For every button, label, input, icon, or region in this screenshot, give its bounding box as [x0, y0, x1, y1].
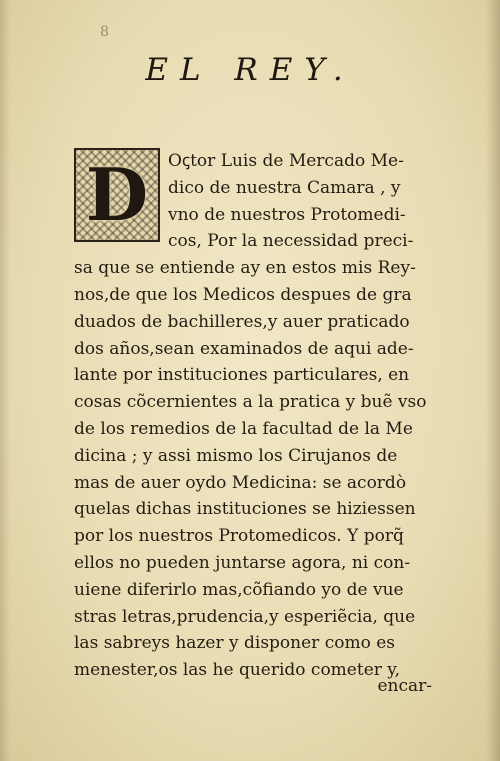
text-line: dico de nuestra Camara , y: [168, 177, 401, 198]
text-line: stras letras,prudencia,y esperiẽcia, que: [74, 606, 416, 627]
drop-cap-letter: D: [85, 152, 149, 237]
text-line: mas de auer oydo Medicina: se acordò: [74, 472, 407, 493]
catchword: encar-: [377, 676, 432, 696]
text-line: nos,de que los Medicos despues de gra: [74, 284, 412, 305]
text-line: lante por instituciones particulares, en: [74, 365, 410, 386]
text-line: por los nuestros Protomedicos. Y porq̃: [74, 526, 404, 547]
page-gutter-shadow: [0, 0, 10, 761]
text-line: Oꞔtor Luis de Mercado Me-: [168, 151, 404, 171]
page-number: 8: [100, 24, 109, 40]
body-text: [74, 148, 436, 684]
text-line: duados de bachilleres,y auer praticado: [74, 311, 410, 332]
text-line: sa que se entiende ay en estos mis Rey-: [74, 258, 416, 279]
text-line: las sabreys hazer y disponer como es: [74, 633, 395, 654]
page-edge-shadow: [486, 0, 500, 761]
text-line: dos años,sean examinados de aqui ade-: [74, 338, 414, 359]
text-line: de los remedios de la facultad de la Me: [74, 418, 413, 439]
text-line: cos, Por la necessidad preci-: [168, 231, 414, 252]
text-line: cosas cõcernientes a la pratica y buẽ vso: [74, 392, 427, 413]
text-line: menester,os las he querido cometer y,: [74, 660, 401, 681]
text-line: vno de nuestros Protomedi-: [168, 204, 406, 225]
text-line: uiene diferirlo mas,cõfiando yo de vue: [74, 579, 404, 600]
text-line: dicina ; y assi mismo los Cirujanos de: [74, 445, 398, 466]
text-line: quelas dichas instituciones se hiziessen: [74, 499, 416, 520]
text-line: ellos no pueden juntarse agora, ni con-: [74, 552, 411, 573]
page-title: EL REY.: [145, 52, 355, 88]
